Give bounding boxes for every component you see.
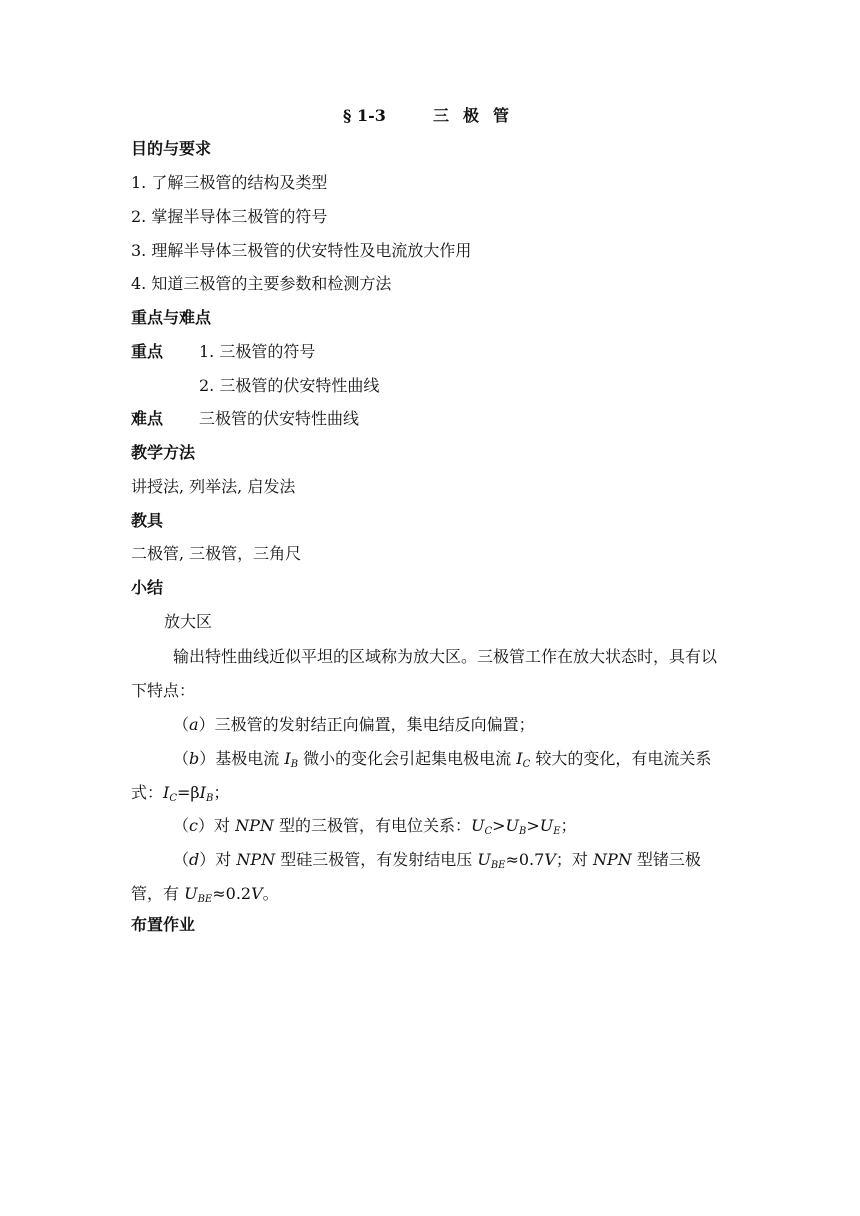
title-char: 极	[463, 106, 480, 125]
summary-heading: 小结	[131, 578, 164, 597]
feature-a-label: a	[189, 715, 199, 734]
tools-heading: 教具	[131, 511, 164, 530]
symbol-u: U	[505, 816, 519, 835]
feature-d-text: 型硅三极管，有发射结电压	[275, 850, 478, 869]
difficult-text: 三极管的伏安特性曲线	[199, 409, 360, 428]
key-label: 重点	[131, 342, 164, 361]
feature-d-text: ；对	[555, 850, 593, 869]
subscript-c: C	[522, 759, 531, 770]
section-title	[343, 105, 523, 127]
feature-c-text: 对	[214, 816, 236, 835]
symbol-i: I	[284, 749, 291, 768]
npn-text: NPN	[592, 850, 632, 869]
semicolon: ；	[560, 816, 577, 835]
subscript-be: BE	[197, 894, 213, 905]
tools-text: 二极管, 三极管，三角尺	[131, 544, 302, 563]
feature-a-text: 三极管的发射结正向偏置，集电结反向偏置；	[214, 715, 535, 734]
feature-d-text: ≈0.2	[212, 884, 252, 903]
methods-text: 讲授法, 列举法, 启发法	[131, 477, 296, 496]
feature-c-label: c	[189, 816, 198, 835]
feature-c: （c）对 NPN 型的三极管，有电位关系：$U_C>U_B>U_E$；	[173, 816, 577, 837]
objective-item: 3. 理解半导体三极管的伏安特性及电流放大作用	[131, 241, 472, 260]
greater-than: >	[526, 816, 540, 835]
subscript-be: BE	[490, 860, 506, 871]
subscript-b: B	[290, 759, 299, 770]
key-item: 1. 三极管的符号	[199, 342, 316, 361]
objective-item: 2. 掌握半导体三极管的符号	[131, 207, 328, 226]
semicolon: ；	[213, 783, 230, 802]
feature-d-text: 对	[215, 850, 237, 869]
difficult-point-row	[131, 408, 359, 430]
difficult-label: 难点	[131, 409, 164, 428]
feature-b-text: 基极电流	[215, 749, 285, 768]
feature-c-text: 型的三极管，有电位关系：	[273, 816, 471, 835]
subscript-b: B	[518, 826, 527, 837]
key-item: 2. 三极管的伏安特性曲线	[199, 376, 380, 395]
subscript-c: C	[169, 793, 177, 804]
greater-than: >	[492, 816, 506, 835]
feature-d: （d）对 NPN 型硅三极管，有发射结电压 $U_{BE}\approx 0.7V$；对 NPN 型锗三极管，有 $U_{BE}\approx 0.2V$。	[131, 850, 701, 905]
methods-heading: 教学方法	[131, 443, 196, 462]
unit-v: V	[544, 850, 556, 869]
key-point-row	[131, 341, 315, 363]
feature-d-label: d	[189, 850, 200, 869]
symbol-i: I	[516, 749, 523, 768]
equals-sign: =	[177, 783, 191, 802]
symbol-i: I	[163, 783, 170, 802]
feature-b: （b）基极电流 $I_B$ 微小的变化会引起集电极电流 $I_C$ 较大的变化，有电流关系式：$I_C=\beta I_B$；	[131, 749, 712, 804]
feature-a: （a）三极管的发射结正向偏置，集电结反向偏置；	[173, 715, 535, 734]
symbol-u: U	[477, 850, 491, 869]
objective-item: 4. 知道三极管的主要参数和检测方法	[131, 274, 392, 293]
subscript-e: E	[553, 826, 561, 837]
title-char: 管	[493, 106, 510, 125]
npn-text: NPN	[235, 816, 274, 835]
symbol-u: U	[184, 884, 198, 903]
summary-intro: 输出特性曲线近似平坦的区域称为放大区。三极管工作在放大状态时，具有以下特点：	[131, 647, 718, 700]
unit-v: V	[251, 884, 263, 903]
feature-d-text: 。	[262, 884, 279, 903]
symbol-i: I	[199, 783, 206, 802]
feature-b-label: b	[189, 749, 200, 768]
symbol-beta: β	[190, 783, 200, 802]
summary-subheading: 放大区	[164, 612, 213, 631]
feature-b-text: 较大的变化，有电流关系式：	[131, 749, 712, 802]
subscript-c: C	[484, 826, 493, 837]
objective-item: 1. 了解三极管的结构及类型	[131, 173, 328, 192]
symbol-u: U	[470, 816, 485, 835]
title-char: 三	[433, 106, 450, 125]
section-number: § 1-3	[343, 106, 386, 125]
objectives-heading: 目的与要求	[131, 139, 212, 158]
feature-d-text: ≈0.7	[505, 850, 545, 869]
homework-heading: 布置作业	[131, 915, 196, 934]
feature-b-text: 微小的变化会引起集电极电流	[298, 749, 517, 768]
symbol-u: U	[539, 816, 554, 835]
npn-text: NPN	[236, 850, 276, 869]
key-points-heading: 重点与难点	[131, 308, 212, 327]
subscript-b: B	[205, 793, 214, 804]
feature-d-text: 型锗三极管，有	[131, 850, 701, 903]
